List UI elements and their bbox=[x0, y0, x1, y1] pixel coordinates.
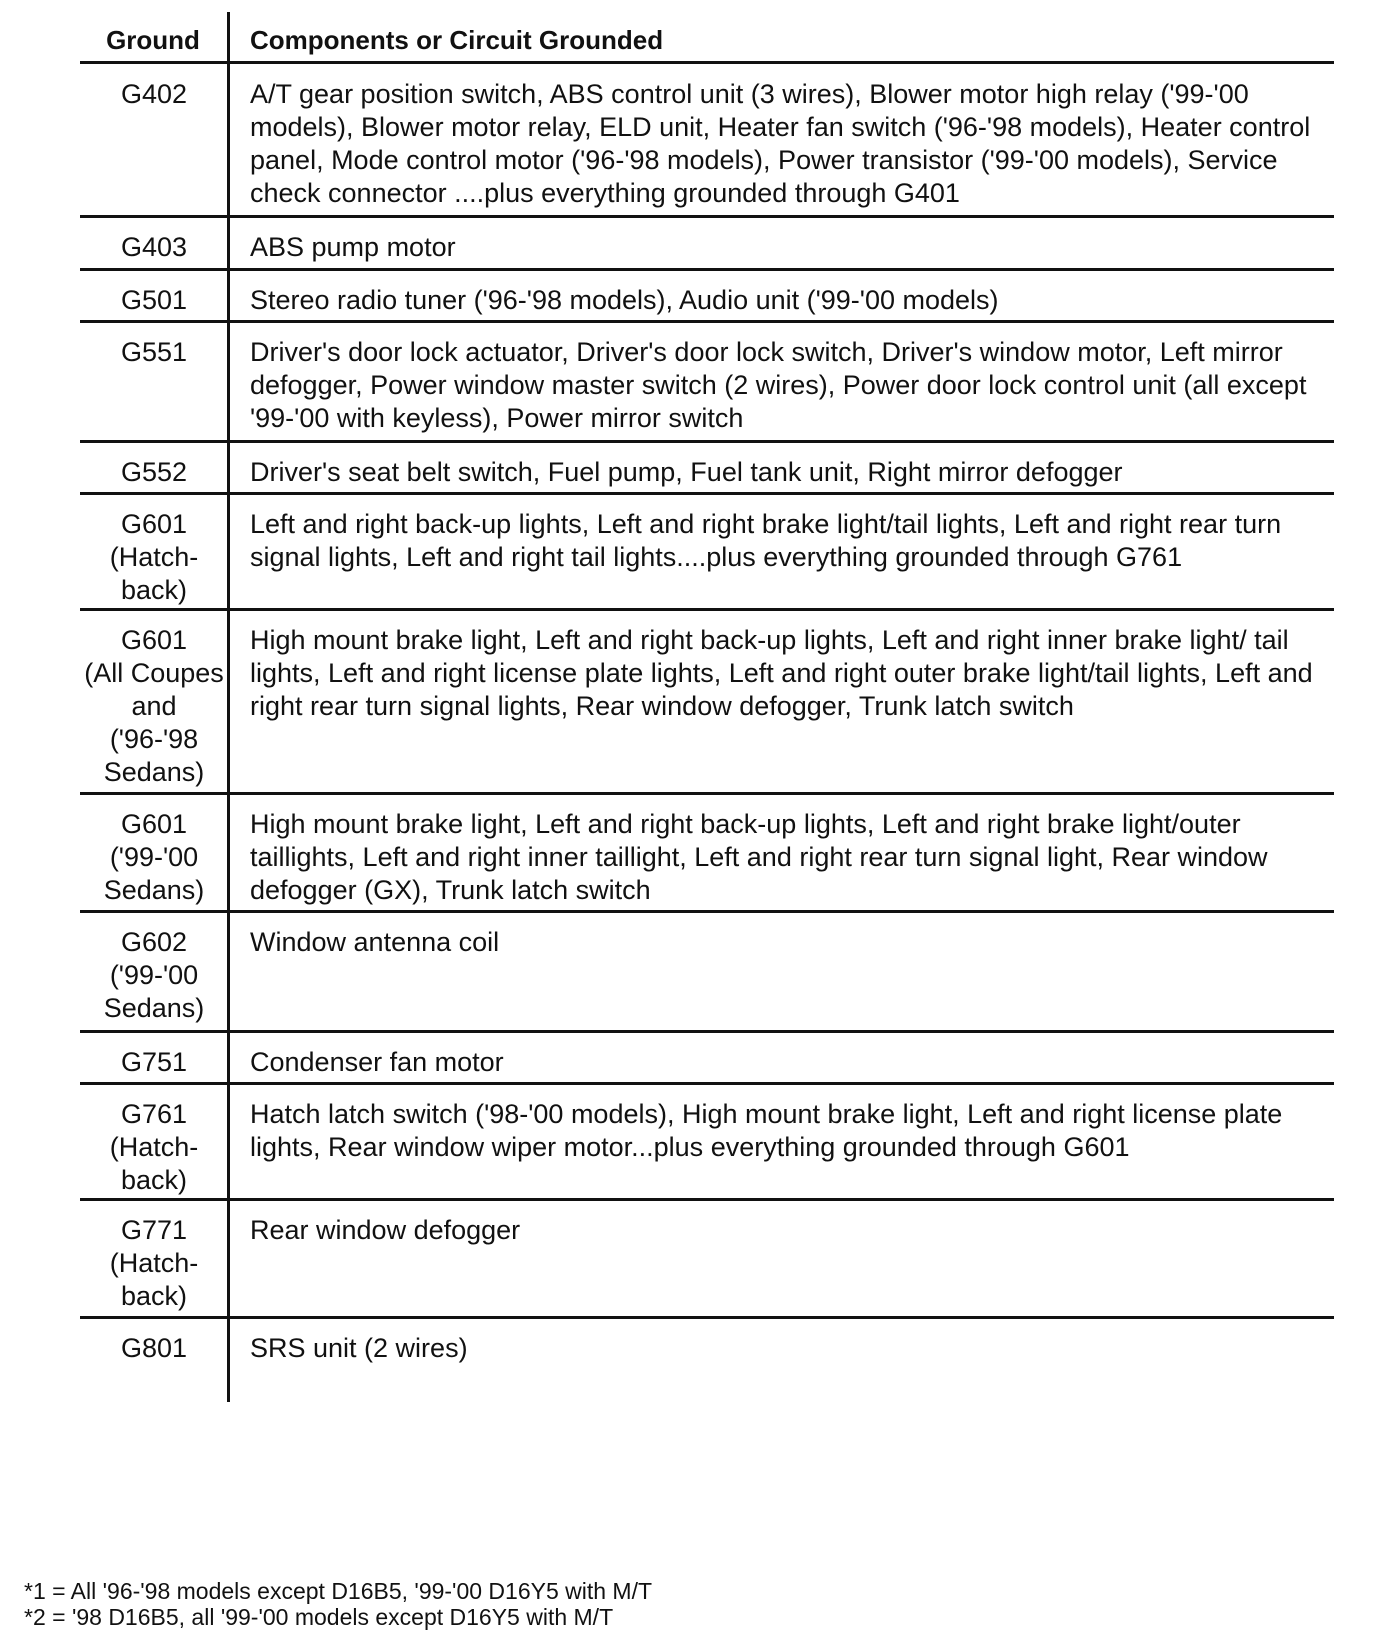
components-cell: SRS unit (2 wires) bbox=[250, 1333, 468, 1363]
components-cell: Condenser fan motor bbox=[250, 1047, 504, 1077]
components-cell: A/T gear position switch, ABS control unit (3 wires), Blower motor high relay ('99-'00 models), Blower motor relay, ELD unit, Heater fan switch ('96-'98 models), Heater control panel, Mode control motor ('96-'98 models), Power transistor ('99-'00 models), Service check connector ....plus everything grounded through G401 bbox=[250, 79, 1311, 208]
ground-cell: G751 bbox=[120, 1047, 188, 1077]
components-cell: Stereo radio tuner ('96-'98 models), Audio unit ('99-'00 models) bbox=[250, 285, 999, 315]
table-row bbox=[80, 608, 1334, 792]
table-row bbox=[80, 792, 1334, 910]
ground-cell: G552 bbox=[120, 457, 188, 487]
components-cell: Driver's seat belt switch, Fuel pump, Fuel tank unit, Right mirror defogger bbox=[250, 457, 1123, 487]
ground-cell: G602 ('99-'00 Sedans) bbox=[103, 927, 205, 1023]
table-row bbox=[80, 440, 1334, 492]
components-cell: Left and right back-up lights, Left and right brake light/tail lights, Left and right rear turn signal lights, Left and right tail lights....plus everything grounded through G761 bbox=[250, 509, 1282, 572]
ground-cell: G771 (Hatch- back) bbox=[109, 1215, 199, 1311]
components-cell: High mount brake light, Left and right back-up lights, Left and right inner brake light/ tail lights, Left and right license plate lights, Left and right outer brake light/tail lights, Left and right rear turn signal lights, Rear window defogger, Trunk latch switch bbox=[250, 625, 1313, 721]
ground-cell: G403 bbox=[120, 232, 188, 262]
table-row bbox=[80, 320, 1334, 440]
table-row bbox=[80, 1198, 1334, 1316]
table-row bbox=[80, 62, 1334, 215]
ground-cell: G601 ('99-'00 Sedans) bbox=[103, 809, 205, 905]
components-cell: Window antenna coil bbox=[250, 927, 500, 957]
footnotes bbox=[24, 1578, 652, 1630]
ground-cell: G551 bbox=[120, 337, 188, 367]
table-row bbox=[80, 1082, 1334, 1198]
table-row bbox=[80, 1030, 1334, 1082]
components-cell: Rear window defogger bbox=[250, 1215, 521, 1245]
components-cell: Driver's door lock actuator, Driver's door lock switch, Driver's window motor, Left mirror defogger, Power window master switch (2 wires), Power door lock control unit (all except '99-'00 with keyless), Power mirror switch bbox=[250, 337, 1307, 433]
ground-cell: G801 bbox=[120, 1333, 188, 1363]
header-ground: Ground bbox=[106, 25, 200, 55]
table-row bbox=[80, 910, 1334, 1030]
ground-cell: G761 (Hatch- back) bbox=[109, 1099, 199, 1195]
header-components: Components or Circuit Grounded bbox=[250, 25, 664, 55]
components-cell: ABS pump motor bbox=[250, 232, 456, 262]
table-row bbox=[80, 215, 1334, 268]
ground-cell: G601 (All Coupes and ('96-'98 Sedans) bbox=[84, 625, 224, 787]
table-row bbox=[80, 492, 1334, 608]
ground-cell: G501 bbox=[120, 285, 188, 315]
ground-cell: G402 bbox=[120, 79, 188, 109]
footnote-2: *2 = '98 D16B5, all '99-'00 models except D16Y5 with M/T bbox=[24, 1604, 614, 1630]
components-cell: High mount brake light, Left and right back-up lights, Left and right brake light/outer taillights, Left and right inner taillight, Left and right rear turn signal light, Rear window defogger (GX), Trunk latch switch bbox=[250, 809, 1268, 905]
ground-cell: G601 (Hatch- back) bbox=[109, 509, 199, 605]
components-cell: Hatch latch switch ('98-'00 models), High mount brake light, Left and right license plate lights, Rear window wiper motor...plus everything grounded through G601 bbox=[250, 1099, 1283, 1162]
footnote-1: *1 = All '96-'98 models except D16B5, '99-'00 D16Y5 with M/T bbox=[24, 1578, 653, 1604]
table-row bbox=[80, 268, 1334, 320]
table-row bbox=[80, 1316, 1334, 1402]
